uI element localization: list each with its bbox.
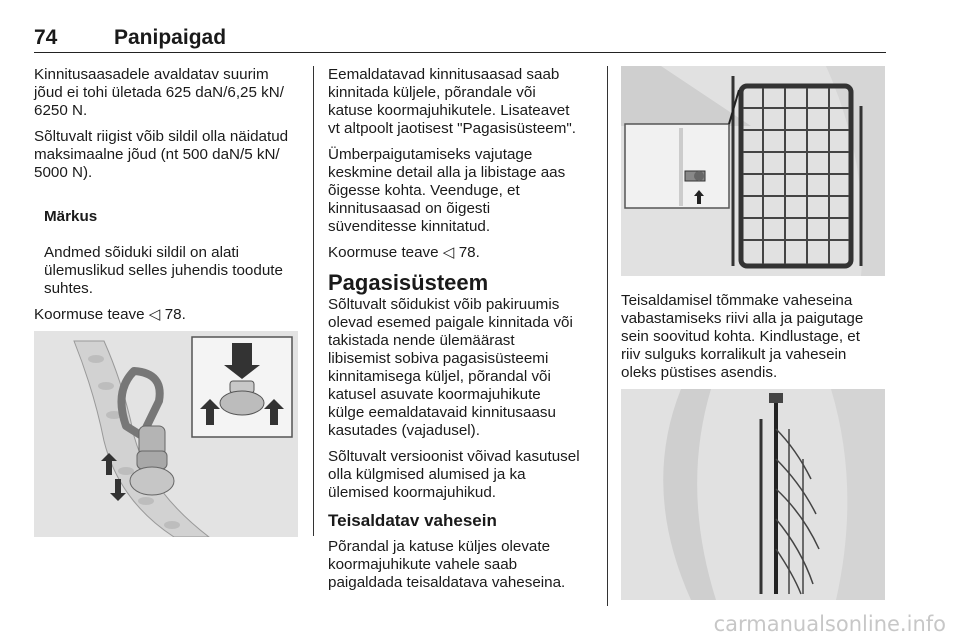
paragraph-reposition: Ümberpaigutamiseks vajutage keskmine detail alla ja libistage aas õigesse kohta. Veenduge, et kinnitusaasad on õigesti süvenditesse kinnitatud. — [328, 146, 566, 235]
column-middle — [328, 66, 594, 600]
note-box — [44, 190, 300, 298]
column-divider — [607, 66, 608, 606]
column-left — [34, 66, 300, 362]
partition-net-illustration — [621, 66, 885, 276]
paragraph-partition-install: Põrandal ja katuse küljes olevate koormajuhikute vahele saab paigaldada teisaldatava vaheseina. — [328, 538, 566, 591]
watermark: carmanualsonline.info — [713, 612, 946, 636]
heading-movable-partition: Teisaldatav vahesein — [328, 511, 497, 530]
heading-luggage-system: Pagasisüsteem — [328, 270, 489, 295]
paragraph-partition-move: Teisaldamisel tõmmake vaheseina vabastamiseks riivi alla ja paigutage sein soovitud kohta. Kindlustage, et riiv sulguks korralikult ja vahesein oleks püstises asendis. — [621, 292, 864, 381]
note-label: Märkus — [44, 208, 98, 225]
paragraph-luggage-system: Sõltuvalt sõidukist võib pakiruumis olevad esemed paigale kinnitada või takistada nende ülemäärast libisemist sobiva pagasisüsteemi kinnitamisega küljel, põrandal või katusel asuvate koormajuhikute külge eemaldatavaid kinnitusaasu kasutades (vajadusel). — [328, 296, 573, 439]
paragraph-max-force: Kinnitusaasadele avaldatav suurim jõud ei tohi ületada 625 daN/6,25 kN/ 6250 N. — [34, 66, 284, 119]
partition-side-illustration — [621, 389, 885, 600]
page-header — [34, 26, 886, 53]
note-text: Andmed sõiduki sildil on alati ülemuslikud selles juhendis toodute suhtes. — [44, 244, 283, 297]
tie-down-loop-illustration — [34, 331, 298, 537]
page-number: 74 — [34, 26, 58, 49]
column-right — [621, 292, 887, 390]
section-title: Panipaigad — [114, 26, 227, 49]
paragraph-load-rails: Sõltuvalt versioonist võivad kasutusel olla külgmised alumised ja ka ülemised koormajuhikud. — [328, 448, 580, 501]
load-info-reference: Koormuse teave ◁ 78. — [34, 306, 186, 323]
paragraph-loops-attach: Eemaldatavad kinnitusaasad saab kinnitada küljele, põrandale või katuse koormajuhikutele. Lisateavet vt altpoolt jaotisest "Pagasisüsteem". — [328, 66, 576, 137]
column-divider — [313, 66, 314, 536]
paragraph-country-label: Sõltuvalt riigist võib sildil olla näidatud maksimaalne jõud (nt 500 daN/5 kN/ 5000 N). — [34, 128, 289, 181]
load-info-reference: Koormuse teave ◁ 78. — [328, 244, 480, 261]
